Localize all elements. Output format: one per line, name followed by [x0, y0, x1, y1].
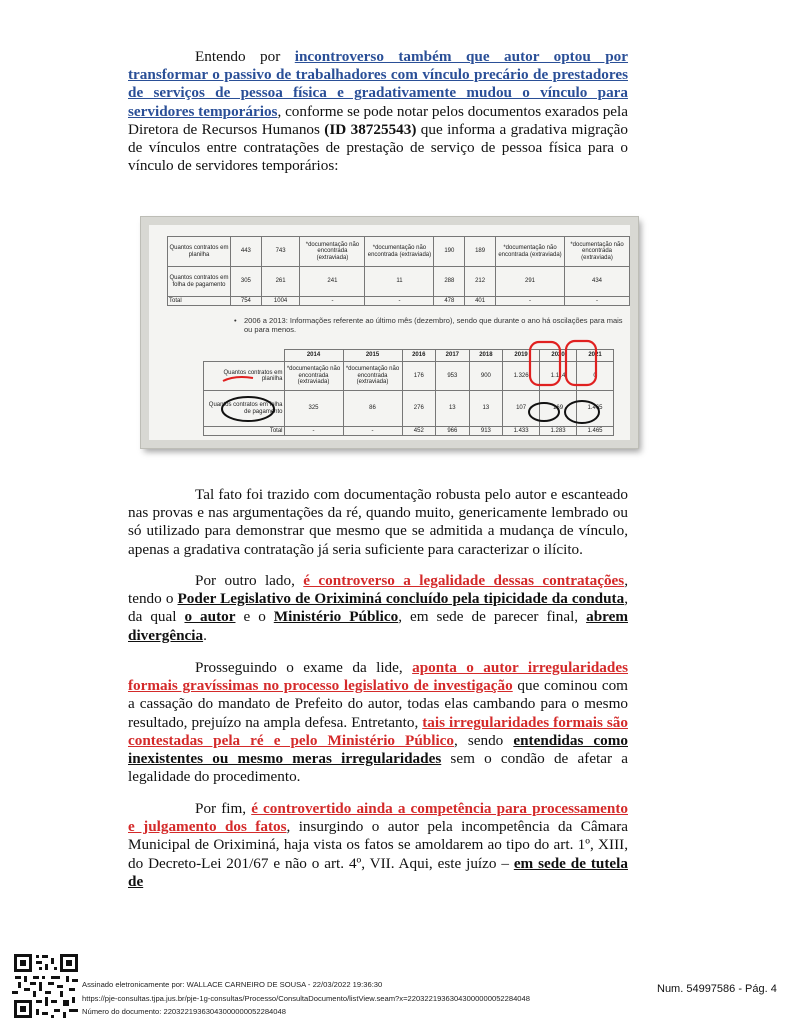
table-cell: 190 — [434, 237, 465, 267]
document-number: Número do documento: 22032219363043000000052284048 — [82, 1007, 286, 1016]
highlighted-text-blue: incontroverso também que autor optou por transformar o passivo de trabalhadores com vínculo precário de prestadores de serviços de pessoa física e gradativamente mudou o vínculo para servidores temporários — [128, 48, 629, 120]
table-cell: 169 — [540, 391, 577, 427]
text-run: Prosseguindo o exame da lide, — [195, 659, 413, 676]
red-underline-mark — [223, 377, 253, 381]
table-cell: 13 — [469, 391, 503, 427]
text-run: Entendo por — [195, 48, 295, 65]
table-header-cell: 2020 — [540, 350, 577, 362]
table-header-cell: 2017 — [436, 350, 470, 362]
table-cell: 176 — [402, 362, 436, 391]
document-url[interactable]: https://pje-consultas.tjpa.jus.br/pje-1g-consultas/Processo/ConsultaDocumento/listView.seam?x=22032219363043000000052284048 — [82, 994, 530, 1003]
highlighted-text-red: é controvertido ainda a competência para processamento e julgamento dos fatos — [128, 800, 628, 836]
emphasized-text: o autor — [184, 608, 236, 626]
text-run: Por outro lado, — [195, 572, 304, 589]
table-cell: 325 — [284, 391, 343, 427]
emphasized-text: Poder Legislativo de Oriximiná concluído pela tipicidade da conduta — [177, 590, 625, 608]
table-cell: 291 — [496, 267, 565, 297]
table-header-cell: 2015 — [343, 350, 402, 362]
paragraph-3 — [128, 572, 628, 645]
table-cell: - — [284, 427, 343, 436]
table-cell: - — [343, 427, 402, 436]
highlighted-text-red: tais irregularidades formais são contestadas pela ré e pelo Ministério Público — [128, 713, 628, 749]
table-cell: 189 — [465, 237, 496, 267]
scan-note-text: 2006 a 2013: Informações referente ao último mês (dezembro), sendo que durante o ano há oscilações para mais ou para menos. — [244, 316, 623, 334]
table-cell: 754 — [231, 297, 262, 306]
table-cell: 212 — [465, 267, 496, 297]
table-cell: 900 — [469, 362, 503, 391]
text-run: que informa a gradativa migração de vínculos entre contratações de prestação de serviço de pessoa física para o vínculo de servidores temporários: — [128, 120, 629, 175]
table-cell: *documentação não encontrada (extraviada) — [565, 237, 630, 267]
table-cell: 1.283 — [540, 427, 577, 436]
highlighted-text-red: é controverso a legalidade dessas contratações — [303, 572, 625, 589]
highlighted-text-red: aponta o autor irregularidades formais gravíssimas no processo legislativo de investigação — [128, 659, 628, 695]
text-run: , tendo o — [128, 572, 628, 608]
text-run: sem o condão de afetar a legalidade do procedimento. — [128, 750, 628, 786]
text-run: , conforme se pode notar pelos documentos exarados pela Diretora de Recursos Humanos — [128, 102, 629, 138]
table-cell: 401 — [465, 297, 496, 306]
table-cell: 276 — [402, 391, 436, 427]
text-run: , em sede de parecer final, — [398, 608, 587, 626]
paragraph-5 — [128, 800, 628, 891]
qr-code — [12, 952, 80, 1020]
table-cell: *documentação não encontrada (extraviada) — [365, 237, 434, 267]
table-cell: *documentação não encontrada (extraviada) — [300, 237, 365, 267]
table-cell: 288 — [434, 267, 465, 297]
table-cell: 1004 — [261, 297, 300, 306]
table-cell: 11 — [365, 267, 434, 297]
paragraph-4 — [128, 659, 628, 786]
paragraph-2 — [128, 486, 628, 559]
emphasized-text: em sede de tutela de — [128, 854, 628, 890]
text-run: , da qual — [128, 590, 629, 626]
table-cell: 966 — [436, 427, 470, 436]
text-run: que cominou com a cassação do mandato de Prefeito do autor, todas elas cambando para o mesmo resultado, prejuízo na ampla defesa. Entretanto, — [128, 677, 628, 731]
table-cell: 305 — [231, 267, 262, 297]
table-cell: - — [496, 297, 565, 306]
table-cell: 452 — [402, 427, 436, 436]
table-cell: Total — [168, 297, 231, 306]
table-cell: 913 — [469, 427, 503, 436]
table-cell: 261 — [261, 267, 300, 297]
table-header-cell: 2014 — [284, 350, 343, 362]
table-cell: 1.465 — [577, 391, 614, 427]
paragraph-1 — [128, 48, 628, 175]
table-header-cell: 2018 — [469, 350, 503, 362]
table-cell: 434 — [565, 267, 630, 297]
table-cell: *documentação não encontrada (extraviada) — [496, 237, 565, 267]
table-cell: 0 — [577, 362, 614, 391]
table-cell: 13 — [436, 391, 470, 427]
page-number: Num. 54997586 - Pág. 4 — [657, 983, 777, 995]
black-circle-2020 — [529, 403, 559, 421]
table-cell: Quantos contratos em planilha — [168, 237, 231, 267]
table-cell: 743 — [261, 237, 300, 267]
table-cell: 107 — [503, 391, 540, 427]
red-circle-2021 — [566, 341, 596, 385]
black-circle-2021 — [565, 401, 599, 423]
text-run: . — [203, 626, 207, 644]
table-cell: *documentação não encontrada (extraviada) — [343, 362, 402, 391]
table-cell: 953 — [436, 362, 470, 391]
text-run: , sendo — [454, 731, 514, 749]
text-run: , insurgindo o autor pela incompetência da Câmara Municipal de Oriximiná, haja vista os fatos se amoldarem ao tipo do art. 1º, XIII, do Decreto-Lei 201/67 e não o art. 4º, VII. Aqui, este juízo – — [128, 818, 629, 872]
handwritten-markup — [149, 225, 630, 440]
table-cell: *documentação não encontrada (extraviada) — [284, 362, 343, 391]
table-header-cell: 2021 — [577, 350, 614, 362]
emphasized-text: entendidas como inexistentes ou mesmo meras irregularidades — [128, 731, 628, 768]
document-id: (ID 38725543) — [324, 120, 417, 138]
table-cell: Quantos contratos em planilha — [204, 362, 285, 391]
table-header-cell: 2016 — [402, 350, 436, 362]
table-cell: 241 — [300, 267, 365, 297]
signature-line: Assinado eletronicamente por: WALLACE CARNEIRO DE SOUSA - 22/03/2022 19:36:30 — [82, 980, 383, 989]
table-cell: Total — [204, 427, 285, 436]
table-cell: 1.465 — [577, 427, 614, 436]
scanned-table-image — [141, 217, 638, 448]
emphasized-text: Ministério Público — [273, 608, 399, 626]
table-cell: - — [565, 297, 630, 306]
emphasized-text: abrem divergência — [128, 608, 628, 644]
table-header-cell: 2019 — [503, 350, 540, 362]
scanned-table-content — [149, 225, 630, 440]
table-cell: 1.433 — [503, 427, 540, 436]
table-cell: - — [365, 297, 434, 306]
table-cell: Quantos contratos em folha de pagamento — [204, 391, 285, 427]
text-run: Por fim, — [195, 800, 252, 817]
table-cell: - — [300, 297, 365, 306]
table-cell: 443 — [231, 237, 262, 267]
text-run: e o — [235, 608, 274, 626]
bullet: • — [234, 316, 237, 325]
table-cell: 478 — [434, 297, 465, 306]
text-run: Tal fato foi trazido com documentação robusta pelo autor e escanteado nas provas e nas argumentações da ré, quando muito, genericamente lembrado ou só utilizado para demonstrar que mesmo que se admitida a mudança de vínculo, apenas a gradativa contratação já seria suficiente para caracterizar o ilícito. — [128, 486, 628, 558]
black-circle-label — [222, 397, 274, 421]
red-circle-2020 — [530, 342, 560, 385]
table-cell: 1.114 — [540, 362, 577, 391]
table-cell: 1.326 — [503, 362, 540, 391]
table-cell: 86 — [343, 391, 402, 427]
table-cell: Quantos contratos em folha de pagamento — [168, 267, 231, 297]
